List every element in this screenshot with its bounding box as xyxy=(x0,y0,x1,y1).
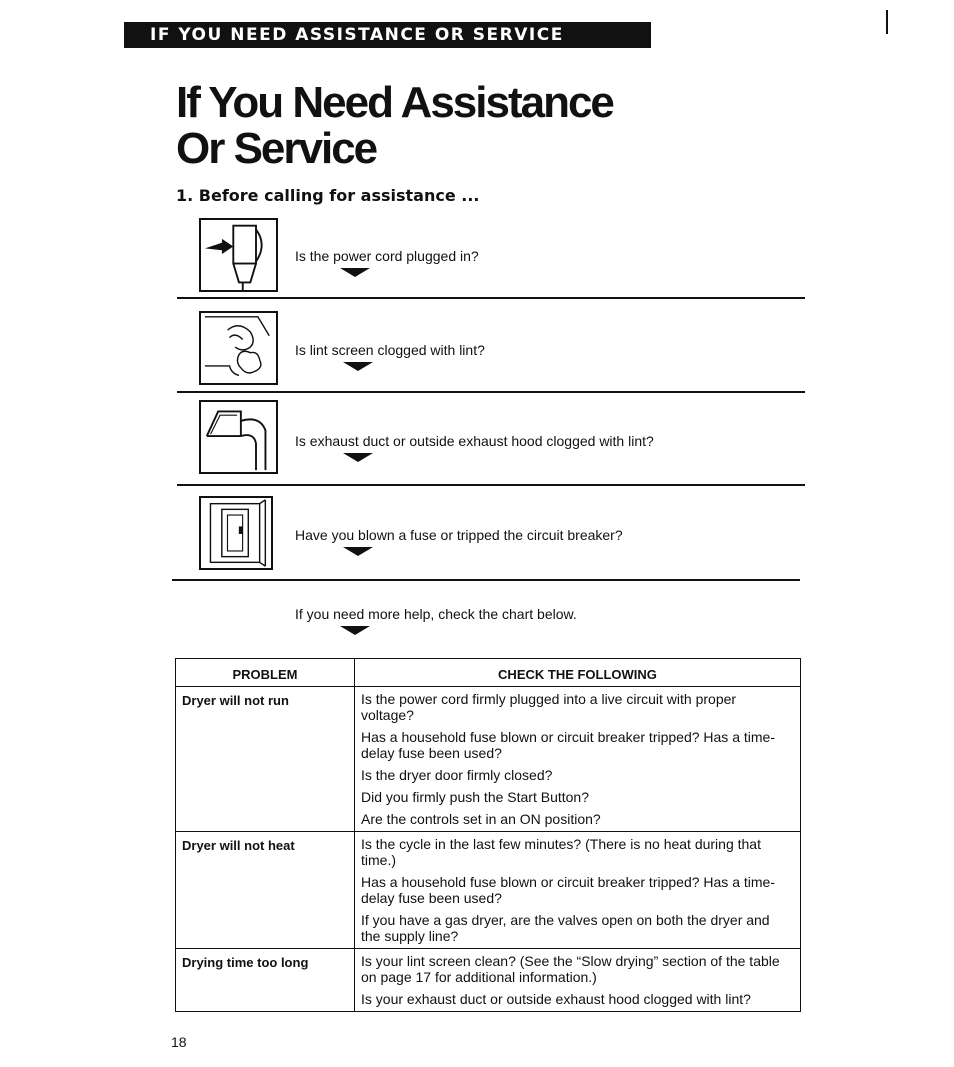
fuse-box-icon xyxy=(199,496,273,570)
check-item: Is your exhaust duct or outside exhaust hood clogged with lint? xyxy=(361,991,751,1007)
check-item: Is the power cord firmly plugged into a live circuit with proper voltage? xyxy=(361,691,737,723)
check-item: Is your lint screen clean? (See the “Slow drying” section of the table on page 17 for additional information.) xyxy=(361,953,780,985)
divider xyxy=(177,297,805,299)
check-item: Has a household fuse blown or circuit breaker tripped? Has a time-delay fuse been used? xyxy=(361,729,775,761)
section-banner: IF YOU NEED ASSISTANCE OR SERVICE xyxy=(124,22,651,48)
page-number: 18 xyxy=(171,1034,187,1050)
divider xyxy=(177,391,805,393)
column-header-check: CHECK THE FOLLOWING xyxy=(355,659,801,687)
page-title-line-1: If You Need Assistance xyxy=(176,78,613,127)
problem-cell: Dryer will not heat xyxy=(176,832,355,949)
check-item-text: Is the power cord plugged in? xyxy=(295,248,479,264)
troubleshooting-table xyxy=(175,658,801,1012)
divider xyxy=(172,579,800,581)
down-arrow-icon xyxy=(340,268,370,277)
page-edge-mark xyxy=(886,10,888,34)
down-arrow-icon xyxy=(340,626,370,635)
exhaust-duct-icon xyxy=(199,400,278,474)
check-item-text: Is exhaust duct or outside exhaust hood clogged with lint? xyxy=(295,433,654,449)
check-item: Is the dryer door firmly closed? xyxy=(361,767,553,783)
check-item: Did you firmly push the Start Button? xyxy=(361,789,589,805)
down-arrow-icon xyxy=(343,547,373,556)
problem-cell: Drying time too long xyxy=(176,949,355,1012)
check-item-text: Have you blown a fuse or tripped the circuit breaker? xyxy=(295,527,623,543)
table-row xyxy=(176,949,801,1012)
down-arrow-icon xyxy=(343,453,373,462)
column-header-problem: PROBLEM xyxy=(176,659,355,687)
down-arrow-icon xyxy=(343,362,373,371)
table-header-row xyxy=(176,659,801,687)
table-row xyxy=(176,832,801,949)
check-item: Are the controls set in an ON position? xyxy=(361,811,601,827)
page-title-line-2: Or Service xyxy=(176,124,377,173)
check-item: If you have a gas dryer, are the valves open on both the dryer and the supply line? xyxy=(361,912,770,944)
check-item-text: Is lint screen clogged with lint? xyxy=(295,342,485,358)
section-heading: 1. Before calling for assistance ... xyxy=(176,186,480,205)
checks-cell xyxy=(355,832,801,949)
checks-cell xyxy=(355,949,801,1012)
table-row xyxy=(176,687,801,832)
page-title xyxy=(176,80,613,172)
checks-cell xyxy=(355,687,801,832)
power-plug-icon xyxy=(199,218,278,292)
check-item: Has a household fuse blown or circuit breaker tripped? Has a time-delay fuse been used? xyxy=(361,874,775,906)
help-text: If you need more help, check the chart below. xyxy=(295,606,577,622)
check-item: Is the cycle in the last few minutes? (There is no heat during that time.) xyxy=(361,836,761,868)
lint-screen-icon xyxy=(199,311,278,385)
divider xyxy=(177,484,805,486)
problem-cell: Dryer will not run xyxy=(176,687,355,832)
